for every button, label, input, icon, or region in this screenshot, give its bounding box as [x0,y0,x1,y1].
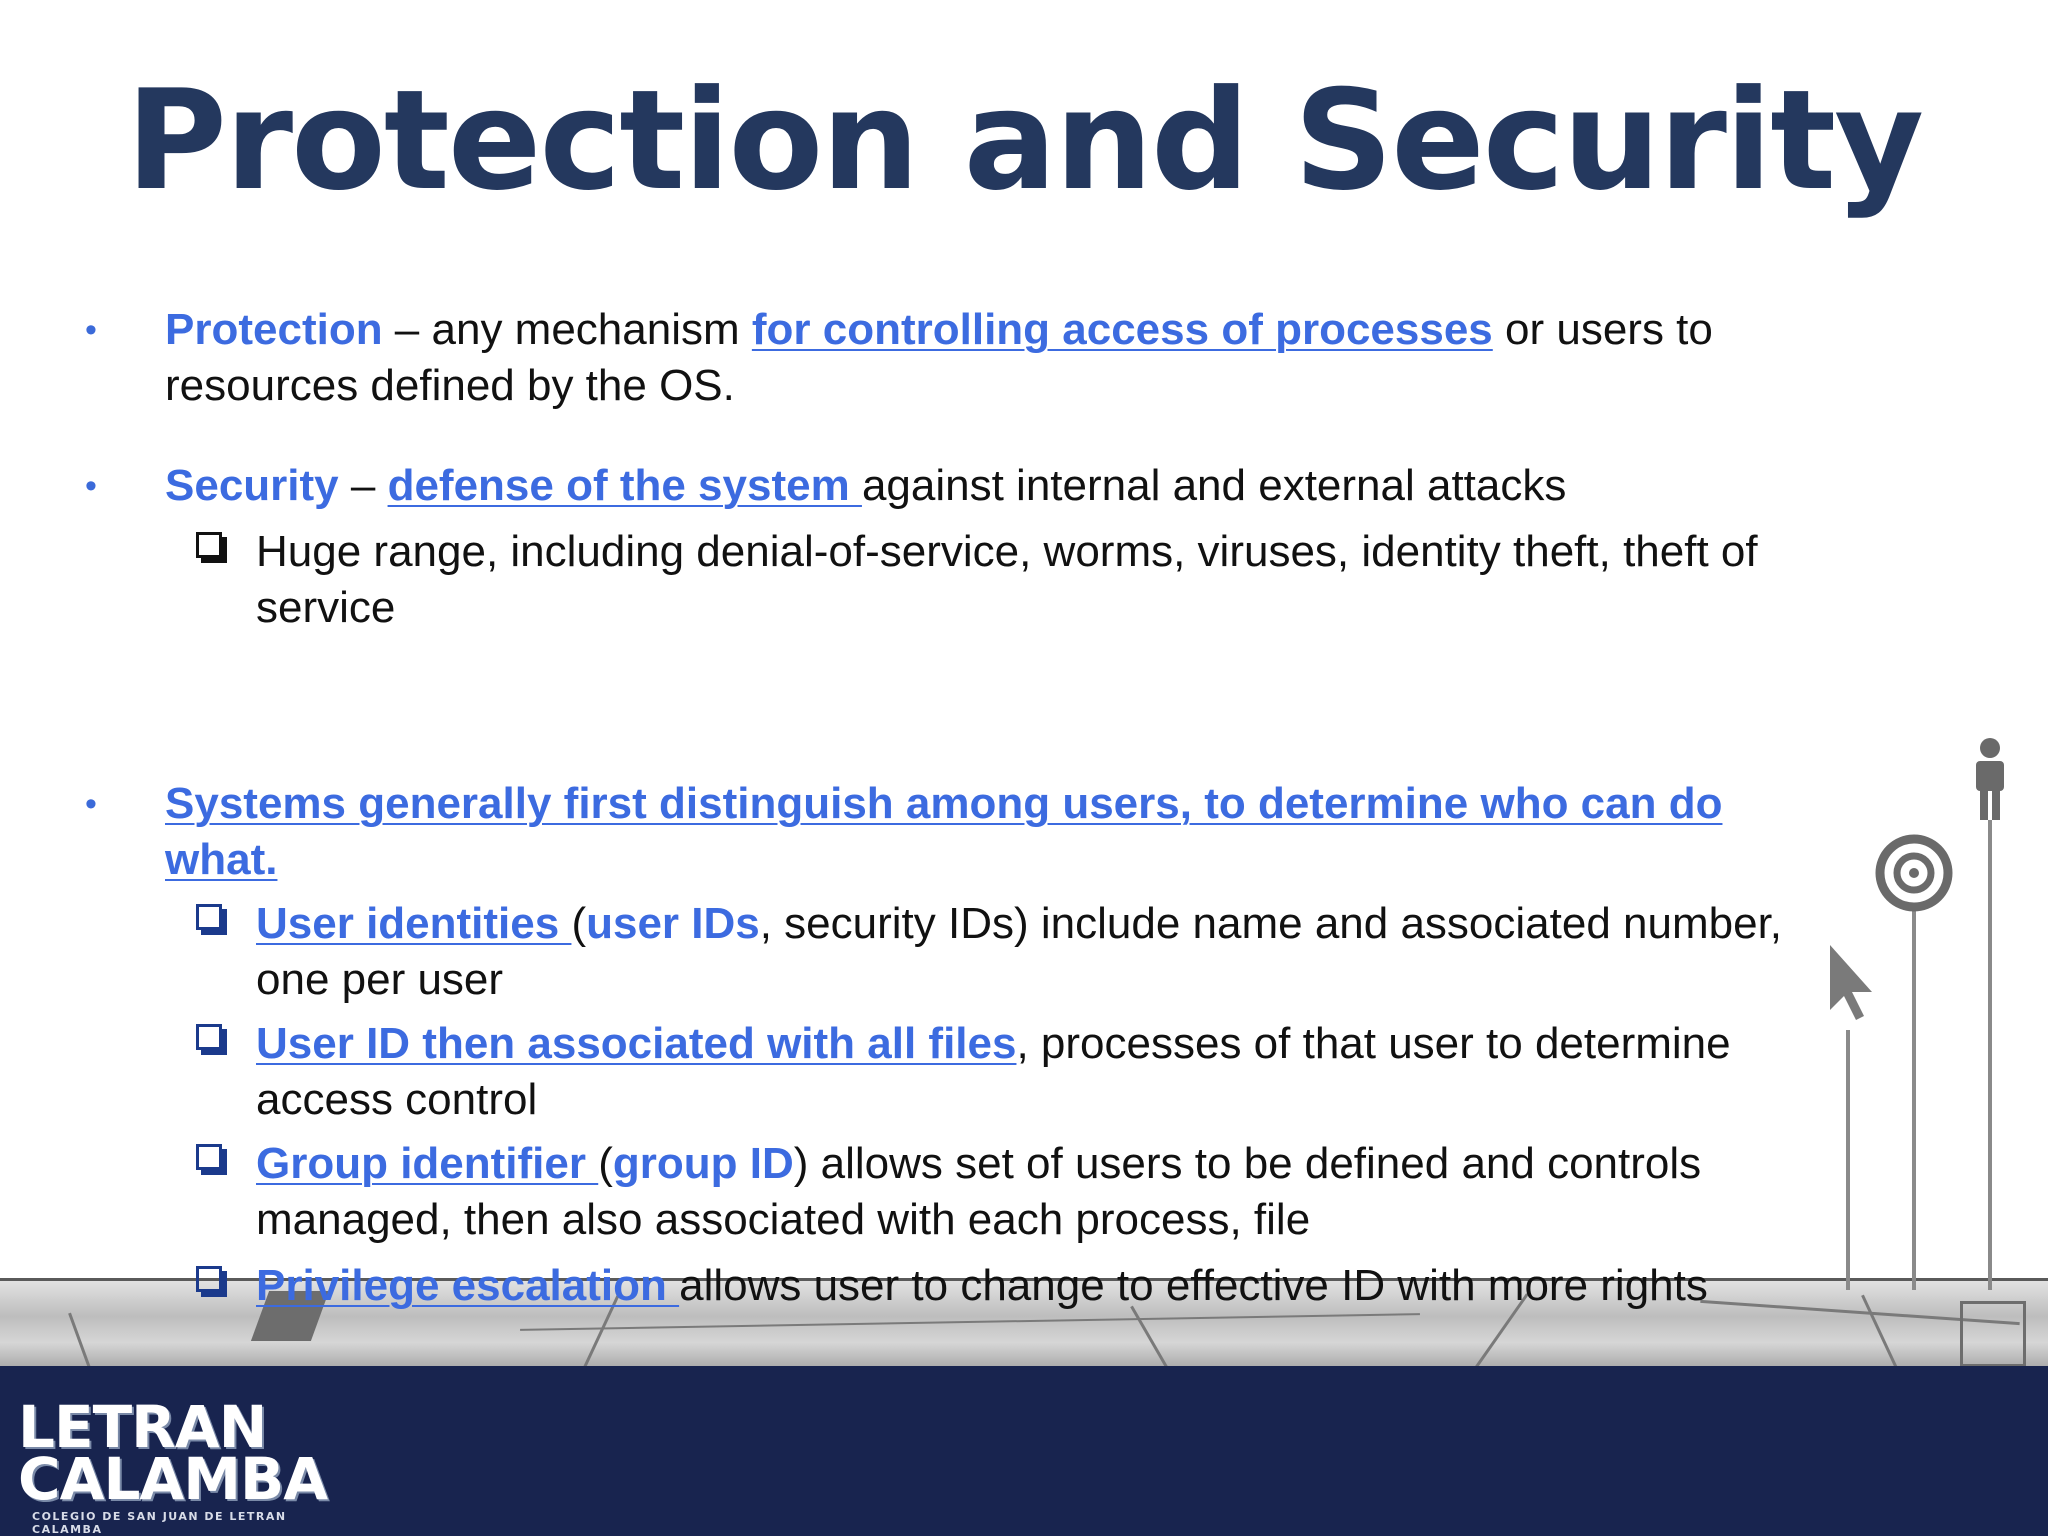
bullet-security [85,458,1805,514]
link-user-identities[interactable]: User identities [256,899,572,948]
bullet-text: or users to resources defined by the OS. [165,305,1713,410]
term-security: Security [165,461,339,510]
term-protection: Protection [165,305,383,354]
link-user-id-files[interactable]: User ID then associated with all files [256,1019,1017,1068]
bullet-dot: • [85,311,97,349]
bullet-dot: • [85,785,97,823]
sub-bullet-user-identities [256,896,1816,1008]
checkbox-bullet-icon [196,1024,222,1050]
checkbox-bullet-icon [196,1144,222,1170]
sub-bullet-text: ( [598,1139,613,1188]
bullet-protection [85,302,1805,414]
sub-bullet-text: ) allows set of users to be defined and controls managed, then also associated with each process, file [256,1139,1702,1244]
cursor-arrow-icon [1830,945,1872,1020]
logo-line1: LETRAN [18,1393,267,1461]
checkbox-bullet-icon [196,904,222,930]
sub-bullet-text: ( [571,899,587,948]
sub-bullet-text: , security IDs) include name and associated number, one per user [256,899,1783,1004]
term-group-id: group ID [612,1139,794,1188]
link-systems-distinguish[interactable]: Systems generally first distinguish among users, to determine who can do what. [165,779,1723,884]
person-icon [1976,738,2004,820]
link-controlling-access[interactable]: for controlling access of processes [751,305,1493,354]
bullet-text: – [338,461,388,510]
bullet-text: against internal and external attacks [861,461,1567,510]
sub-bullet-group-identifier [256,1136,1816,1248]
link-defense-of-system[interactable]: defense of the system [387,461,862,510]
slide-title: Protection and Security [125,60,1923,221]
letran-calamba-logo [18,1393,358,1536]
decorative-graphic [1800,730,2048,1290]
logo-subtitle: COLEGIO DE SAN JUAN DE LETRAN CALAMBA [32,1510,287,1536]
sub-bullet-text: Huge range, including denial-of-service, worms, viruses, identity theft, theft of service [256,527,1758,632]
sub-bullet-text: allows user to change to effective ID with more rights [679,1261,1708,1310]
link-group-identifier[interactable]: Group identifier [256,1139,599,1188]
bullet-text: – any mechanism [382,305,752,354]
logo-line2: CALAMBA [18,1445,328,1513]
link-privilege-escalation[interactable]: Privilege escalation [256,1261,680,1310]
sub-bullet-huge-range [256,524,1816,636]
sub-bullet-text: , processes of that user to determine access control [256,1019,1731,1124]
sub-bullet-privilege-escalation [256,1258,1816,1314]
bullet-systems-distinguish [85,776,1805,888]
checkbox-bullet-icon [196,532,222,558]
target-icon [1880,839,1948,907]
bullet-dot: • [85,467,97,505]
sub-bullet-user-id-files [256,1016,1816,1128]
term-user-ids: user IDs [586,899,760,948]
checkbox-bullet-icon [196,1266,222,1292]
